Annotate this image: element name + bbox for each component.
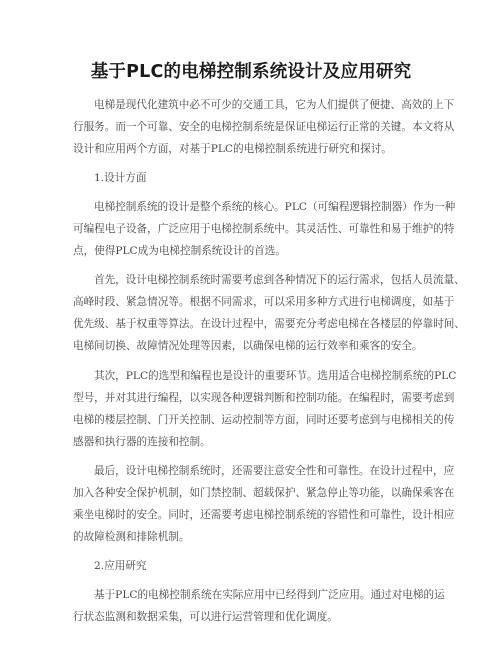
text-line: 感器和执行器的连接和控制。	[73, 436, 211, 448]
text-line: 电梯控制系统的设计是整个系统的核心。PLC（可编程逻辑控制器）作为一种	[94, 201, 456, 213]
text-line: 设计和应用两个方面，对基于PLC的电梯控制系统进行研究和探讨。	[73, 143, 392, 155]
text-line: 行状态监测和数据采集，可以进行运营管理和优化调度。	[73, 611, 338, 623]
text-line: 电梯间切换、故障情况处理等因素，以确保电梯的运行效率和乘客的安全。	[73, 340, 423, 352]
text-line: 高峰时段、紧急情况等。根据不同需求，可以采用多种方式进行电梯调度，如基于	[73, 296, 455, 308]
text-line: 的故障检测和排除机制。	[73, 531, 190, 543]
text-line: 最后，设计电梯控制系统时，还需要注意安全性和可靠性。在设计过程中，应	[94, 465, 455, 477]
document-title: 基于PLC的电梯控制系统设计及应用研究	[90, 62, 412, 82]
text-line: 电梯是现代化建筑中必不可少的交通工具，它为人们提供了便捷、高效的上下	[94, 99, 455, 111]
text-line: 行服务。而一个可靠、安全的电梯控制系统是保证电梯运行正常的关键。本文将从	[73, 121, 455, 133]
text-line: 电梯的楼层控制、门开关控制、运动控制等方面，同时还要考虑到与电梯相关的传	[73, 414, 455, 426]
text-line: 基于PLC的电梯控制系统在实际应用中已经得到广泛应用。通过对电梯的运	[94, 589, 445, 601]
text-line: 加入各种安全保护机制，如门禁控制、超载保护、紧急停止等功能，以确保乘客在	[73, 487, 455, 499]
section-heading-design: 1.设计方面	[94, 172, 147, 184]
text-line: 点，使得PLC成为电梯控制系统设计的首选。	[73, 245, 286, 257]
text-line: 型号，并对其进行编程，以实现各种逻辑判断和控制功能。在编程时，需要考虑到	[73, 392, 455, 404]
text-line: 乘坐电梯时的安全。同时，还需要考虑电梯控制系统的容错性和可靠性，设计相应	[73, 509, 455, 521]
text-line: 可编程电子设备，广泛应用于电梯控制系统中。其灵活性、可靠性和易于维护的特	[73, 223, 455, 235]
text-line: 优先级、基于权重等算法。在设计过程中，需要充分考虑电梯在各楼层的停靠时间、	[73, 318, 465, 330]
text-line: 首先，设计电梯控制系统时需要考虑到各种情况下的运行需求，包括人员流量、	[94, 274, 465, 286]
section-heading-application: 2.应用研究	[94, 560, 147, 572]
text-line: 其次，PLC的选型和编程也是设计的重要环节。选用适合电梯控制系统的PLC	[94, 370, 457, 382]
